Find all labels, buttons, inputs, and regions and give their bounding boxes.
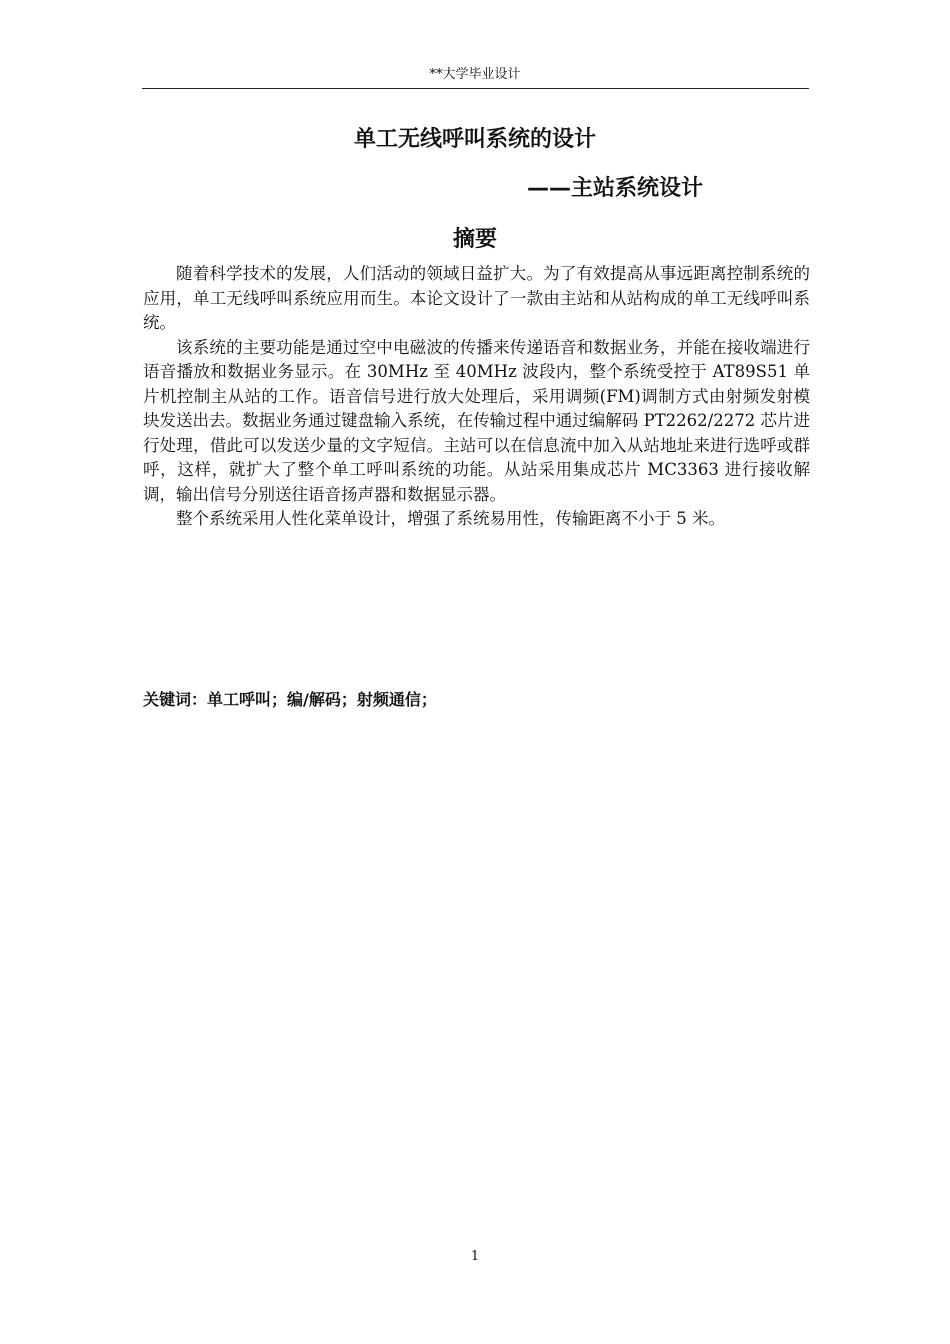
running-header: **大学毕业设计 [429,67,521,82]
abstract-heading: 摘要 [452,227,497,252]
abstract-paragraph: 该系统的主要功能是通过空中电磁波的传播来传递语音和数据业务，并能在接收端进行语音播放和数据业务显示。在 30MHz 至 40MHz 波段内，整个系统受控于 AT89S51 单片机控制主从站的工作。语音信号进行放大处理后，采用调频(FM)调制方式由射频发射模块发送出去。数据业务通过键盘输入系统，在传输过程中通过编解码 PT2262/2272 芯片进行处理，借此可以发送少量的文字短信。主站可以在信息流中加入从站地址来进行选呼或群呼，这样，就扩大了整个单工呼叫系统的功能。从站采用集成芯片 MC3363 进行接收解调，输出信号分别送往语音扬声器和数据显示器。 [143,337,810,504]
document-subtitle: ——主站系统设计 [527,176,704,201]
document-title: 单工无线呼叫系统的设计 [353,127,596,152]
keywords-line: 关键词：单工呼叫；编/解码；射频通信； [143,690,437,709]
header-divider [142,88,809,89]
abstract-paragraph: 随着科学技术的发展，人们活动的领域日益扩大。为了有效提高从事远距离控制系统的应用，单工无线呼叫系统应用而生。本论文设计了一款由主站和从站构成的单工无线呼叫系统。 [143,264,810,332]
page-number: 1 [470,1249,480,1264]
abstract-body [143,262,810,532]
abstract-paragraph: 整个系统采用人性化菜单设计，增强了系统易用性，传输距离不小于 5 米。 [176,509,725,528]
